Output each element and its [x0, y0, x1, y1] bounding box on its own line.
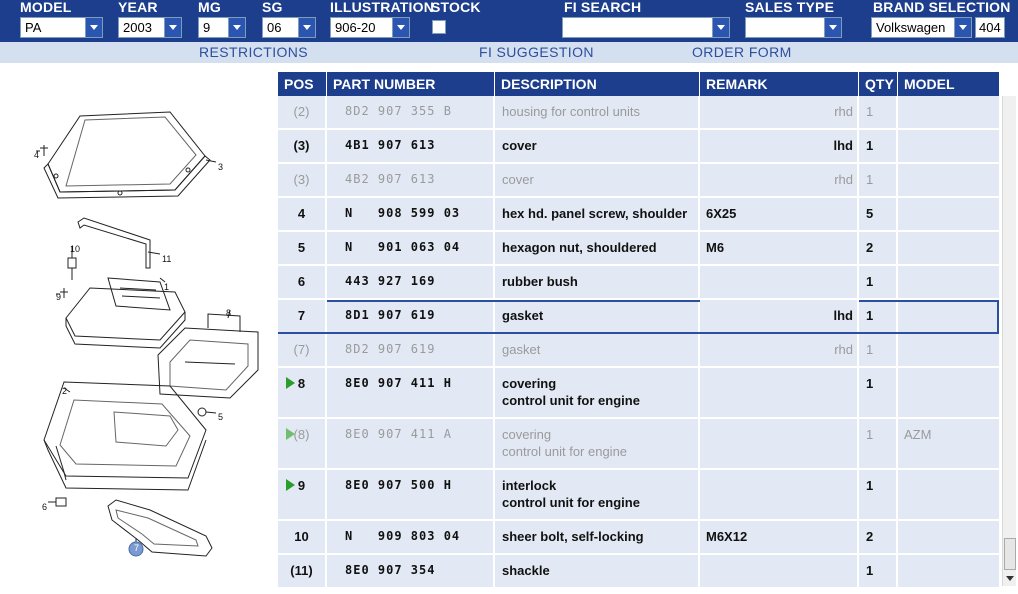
- scroll-down-arrow-icon[interactable]: [1004, 574, 1016, 584]
- callout-label: 3: [218, 162, 224, 172]
- link-bar: [0, 42, 1018, 63]
- table-row[interactable]: [278, 266, 999, 300]
- cell-pos: [278, 96, 327, 128]
- pos-value: 10: [294, 529, 309, 544]
- drive-side: lhd: [833, 138, 853, 153]
- model-select[interactable]: [20, 17, 103, 38]
- cell-description: [495, 334, 700, 366]
- cell-description: [495, 96, 700, 128]
- brand-value: Volkswagen: [876, 20, 946, 35]
- expand-arrow-icon[interactable]: [286, 479, 295, 491]
- cell-model: AZM: [898, 419, 999, 468]
- brand-code: 404: [975, 17, 1005, 38]
- chevron-down-icon[interactable]: [298, 18, 315, 37]
- cell-pos: [278, 164, 327, 196]
- stock-label: STOCK: [431, 0, 481, 15]
- sales-type-label: SALES TYPE: [745, 0, 835, 15]
- cell-remark: [700, 521, 859, 553]
- cell-part-number: N 908 599 03: [327, 198, 495, 230]
- callout-label: 2: [62, 386, 68, 396]
- description-line-1: sheer bolt, self-locking: [502, 529, 644, 544]
- chevron-down-icon[interactable]: [824, 18, 841, 37]
- sales-type-select[interactable]: [745, 17, 842, 38]
- stock-checkbox[interactable]: [432, 20, 446, 34]
- description-line-1: shackle: [502, 563, 550, 578]
- model-label: MODEL: [20, 0, 72, 15]
- description-line-1: covering: [502, 427, 552, 442]
- description-line-1: hex hd. panel screw, shoulder: [502, 206, 688, 221]
- remark-value: M6: [706, 240, 725, 255]
- cell-qty: 5: [859, 198, 898, 230]
- cell-model: [898, 521, 999, 553]
- description-line-1: gasket: [502, 308, 544, 323]
- cell-model: [898, 198, 999, 230]
- description-line-1: cover: [502, 172, 534, 187]
- description-line-2: control unit for engine: [502, 393, 640, 408]
- cell-description: [495, 419, 700, 468]
- cell-qty: 1: [859, 266, 898, 298]
- table-row[interactable]: [278, 555, 999, 589]
- cell-pos: [278, 130, 327, 162]
- pos-value: 5: [297, 240, 306, 255]
- table-row[interactable]: [278, 96, 999, 130]
- pos-value: (2): [293, 104, 310, 119]
- description-line-1: cover: [502, 138, 537, 153]
- fi-search-label: FI SEARCH: [564, 0, 642, 15]
- description-line-1: rubber bush: [502, 274, 578, 289]
- callout-label-selected[interactable]: 7: [134, 543, 140, 553]
- cell-remark: [700, 164, 859, 196]
- fi-search-select[interactable]: [562, 17, 730, 38]
- chevron-down-icon[interactable]: [712, 18, 729, 37]
- cell-qty: 1: [859, 368, 898, 417]
- chevron-down-icon[interactable]: [954, 18, 971, 37]
- expand-arrow-icon[interactable]: [286, 428, 295, 440]
- expand-arrow-icon[interactable]: [286, 377, 295, 389]
- remark-value: M6X12: [706, 529, 748, 544]
- cell-part-number: 4B1 907 613: [327, 130, 495, 162]
- cell-qty: 1: [859, 334, 898, 366]
- table-row[interactable]: [278, 130, 999, 164]
- pos-value: 9: [297, 478, 306, 493]
- cell-part-number: 8E0 907 354: [327, 555, 495, 587]
- description-line-1: covering: [502, 376, 557, 391]
- mg-label: MG: [198, 0, 221, 15]
- scrollbar-thumb[interactable]: [1004, 538, 1016, 570]
- callout-label: 1: [164, 282, 170, 292]
- cell-pos: [278, 334, 327, 366]
- cell-description: [495, 368, 700, 417]
- cell-remark: [700, 470, 859, 519]
- cell-model: [898, 130, 999, 162]
- diagram-cover: [44, 112, 210, 198]
- cell-model: [898, 334, 999, 366]
- cell-model: [898, 368, 999, 417]
- chevron-down-icon[interactable]: [392, 18, 409, 37]
- callout-label: 8: [226, 308, 232, 318]
- illustration-select[interactable]: [330, 17, 410, 38]
- cell-remark: [700, 232, 859, 264]
- chevron-down-icon[interactable]: [85, 18, 102, 37]
- cell-model: [898, 300, 999, 332]
- col-remark[interactable]: REMARK: [700, 72, 859, 96]
- cell-description: [495, 555, 700, 587]
- parts-table: [278, 72, 999, 589]
- table-body: [278, 96, 999, 589]
- description-line-1: hexagon nut, shouldered: [502, 240, 657, 255]
- cell-description: [495, 300, 700, 332]
- order-form-link[interactable]: ORDER FORM: [692, 44, 792, 60]
- description-line-2: control unit for engine: [502, 495, 640, 510]
- pos-value: 6: [297, 274, 306, 289]
- pos-value: (3): [293, 138, 310, 153]
- cell-pos: [278, 521, 327, 553]
- sg-select[interactable]: [262, 17, 316, 38]
- chevron-down-icon[interactable]: [228, 18, 245, 37]
- cell-model: [898, 555, 999, 587]
- cell-part-number: 8E0 907 411 A: [327, 419, 495, 468]
- model-value: PA: [25, 20, 42, 35]
- remark-value: 6X25: [706, 206, 737, 221]
- restrictions-link[interactable]: RESTRICTIONS: [199, 44, 309, 60]
- cell-model: [898, 470, 999, 519]
- drive-side: rhd: [834, 342, 853, 357]
- cell-part-number: N 901 063 04: [327, 232, 495, 264]
- exploded-parts-diagram: [20, 100, 270, 570]
- cell-model: [898, 164, 999, 196]
- table-row[interactable]: [278, 368, 999, 419]
- pos-value: 8: [297, 376, 306, 391]
- table-row[interactable]: [278, 164, 999, 198]
- cell-remark: [700, 96, 859, 128]
- cell-remark: [700, 555, 859, 587]
- brand-select[interactable]: [871, 17, 972, 38]
- cell-description: [495, 266, 700, 298]
- drive-side: rhd: [834, 172, 853, 187]
- col-qty[interactable]: QTY: [859, 72, 898, 96]
- year-label: YEAR: [118, 0, 158, 15]
- cell-description: [495, 470, 700, 519]
- table-header: [278, 72, 999, 96]
- table-row[interactable]: [278, 521, 999, 555]
- col-pos[interactable]: POS: [278, 72, 327, 96]
- drive-side: rhd: [834, 104, 853, 119]
- description-line-1: housing for control units: [502, 104, 641, 119]
- callout-label: 5: [218, 412, 224, 422]
- sg-label: SG: [262, 0, 283, 15]
- fi-suggestion-link[interactable]: FI SUGGESTION: [479, 44, 594, 60]
- col-model[interactable]: MODEL: [904, 76, 955, 92]
- cell-pos: [278, 232, 327, 264]
- cell-part-number: N 909 803 04: [327, 521, 495, 553]
- col-description[interactable]: DESCRIPTION: [495, 72, 700, 96]
- cell-pos: [278, 555, 327, 587]
- filter-bar: [0, 0, 1018, 42]
- pos-value: 4: [297, 206, 306, 221]
- brand-selection-label: BRAND SELECTION: [873, 0, 1011, 15]
- pos-value: (11): [290, 563, 313, 578]
- cell-description: [495, 198, 700, 230]
- cell-part-number: 8D2 907 355 B: [327, 96, 495, 128]
- drive-side: lhd: [833, 308, 853, 323]
- cell-qty: 1: [859, 419, 898, 468]
- cell-description: [495, 164, 700, 196]
- cell-pos: [278, 300, 327, 332]
- cell-remark: [700, 198, 859, 230]
- cell-part-number: 8D1 907 619: [327, 300, 495, 332]
- cell-part-number: 4B2 907 613: [327, 164, 495, 196]
- table-row[interactable]: [278, 419, 999, 470]
- cell-qty: 2: [859, 232, 898, 264]
- cell-part-number: 443 927 169: [327, 266, 495, 298]
- year-select[interactable]: [118, 17, 182, 38]
- cell-remark: [700, 300, 859, 332]
- cell-pos: [278, 470, 327, 519]
- cell-remark: [700, 334, 859, 366]
- pos-value: (7): [293, 342, 310, 357]
- cell-description: [495, 521, 700, 553]
- illustration-value: 906-20: [335, 20, 376, 35]
- description-line-2: control unit for engine: [502, 444, 628, 459]
- cell-model: [898, 266, 999, 298]
- callout-label: 4: [34, 150, 40, 160]
- cell-pos: [278, 266, 327, 298]
- description-line-1: gasket: [502, 342, 541, 357]
- table-row[interactable]: [278, 300, 999, 334]
- cell-remark: [700, 368, 859, 417]
- mg-select[interactable]: [198, 17, 246, 38]
- table-row[interactable]: [278, 198, 999, 232]
- cell-qty: 1: [859, 164, 898, 196]
- cell-qty: 1: [859, 300, 898, 332]
- cell-qty: 1: [859, 555, 898, 587]
- chevron-down-icon[interactable]: [164, 18, 181, 37]
- cell-remark: [700, 266, 859, 298]
- diagram-part-8: [158, 314, 258, 398]
- cell-part-number: 8E0 907 500 H: [327, 470, 495, 519]
- description-line-1: interlock: [502, 478, 557, 493]
- diagram-gasket: [108, 500, 212, 556]
- mg-value: 9: [203, 20, 211, 35]
- callout-label: 11: [162, 254, 172, 264]
- pos-value: 7: [297, 308, 306, 323]
- cell-pos: [278, 198, 327, 230]
- cell-pos: [278, 419, 327, 468]
- cell-model: [898, 96, 999, 128]
- diagram-housing: [44, 382, 206, 490]
- cell-qty: 1: [859, 130, 898, 162]
- vertical-scrollbar[interactable]: [1002, 96, 1016, 586]
- cell-qty: 2: [859, 521, 898, 553]
- pos-value: (8): [293, 427, 310, 442]
- col-part-number[interactable]: PART NUMBER: [327, 72, 495, 96]
- cell-pos: [278, 368, 327, 417]
- sg-value: 06: [267, 20, 282, 35]
- callout-label: 10: [70, 244, 81, 254]
- year-value: 2003: [123, 20, 152, 35]
- callout-label: 6: [42, 502, 48, 512]
- table-row[interactable]: [278, 232, 999, 266]
- table-row[interactable]: [278, 334, 999, 368]
- illustration-label: ILLUSTRATION: [330, 0, 435, 15]
- cell-part-number: 8E0 907 411 H: [327, 368, 495, 417]
- table-row[interactable]: [278, 470, 999, 521]
- pos-value: (3): [293, 172, 310, 187]
- cell-part-number: 8D2 907 619: [327, 334, 495, 366]
- cell-description: [495, 130, 700, 162]
- cell-qty: 1: [859, 470, 898, 519]
- callout-label: 9: [56, 292, 62, 302]
- cell-remark: [700, 419, 859, 468]
- cell-model: [898, 232, 999, 264]
- cell-qty: 1: [859, 96, 898, 128]
- cell-remark: [700, 130, 859, 162]
- cell-description: [495, 232, 700, 264]
